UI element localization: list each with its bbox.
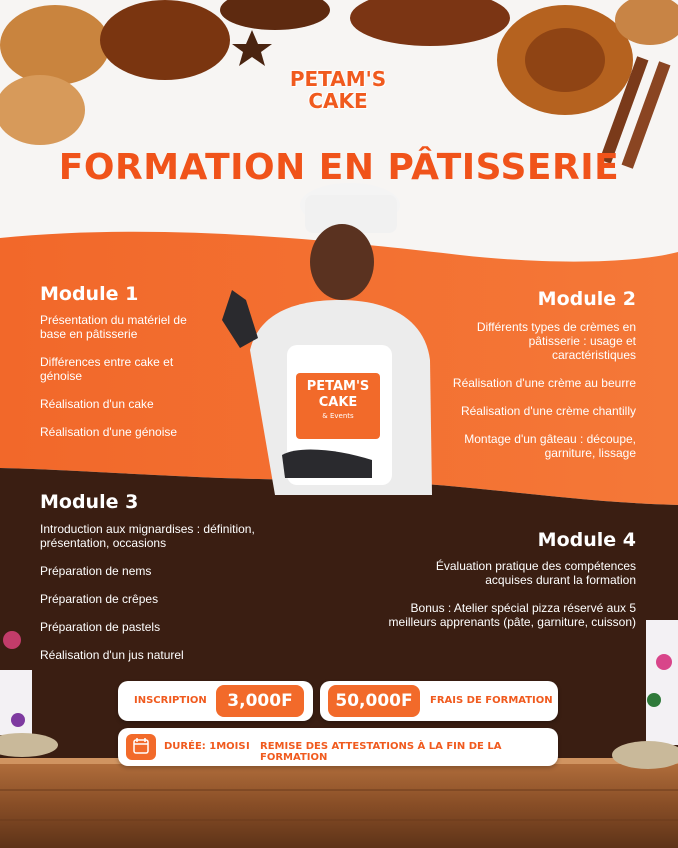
list-item: Préparation de crêpes — [40, 592, 159, 606]
list-item: Différents types de crèmes en pâtisserie : usage et caractéristiques — [476, 320, 636, 362]
apron-line2: CAKE — [318, 395, 358, 410]
inscription-label: INSCRIPTION — [134, 695, 207, 706]
module-3-list — [40, 522, 310, 676]
list-item: Préparation de nems — [40, 564, 152, 578]
formation-label: FRAIS DE FORMATION — [430, 695, 553, 706]
info-pill — [118, 728, 558, 766]
list-item: Préparation de pastels — [40, 620, 161, 634]
formation-fee-pill — [320, 681, 558, 721]
module-2-list — [451, 320, 636, 474]
calendar-icon — [126, 734, 156, 760]
apron-line1: PETAM'S — [306, 379, 370, 394]
list-item: Réalisation d'une crème chantilly — [460, 404, 636, 418]
list-item: Bonus : Atelier spécial pizza réservé aux 5 meilleurs apprenants (pâte, garniture, cuisson) — [388, 601, 636, 629]
list-item: Introduction aux mignardises : définition, présentation, occasions — [40, 522, 255, 550]
list-item: Réalisation d'une génoise — [40, 425, 178, 439]
list-item: Réalisation d'une crème au beurre — [452, 376, 636, 390]
module-4-list — [386, 559, 636, 643]
page-title: FORMATION EN PÂTISSERIE — [58, 147, 620, 188]
module-2-title: Module 2 — [537, 288, 636, 310]
apron-line3: & Events — [322, 412, 354, 420]
certificate-text: REMISE DES ATTESTATIONS À LA FIN DE LA FORMATION — [260, 741, 502, 763]
separator: I — [246, 741, 250, 752]
brand-logo — [283, 68, 393, 112]
brand-line2: CAKE — [308, 89, 368, 113]
list-item: Présentation du matériel de base en pâtisserie — [40, 313, 187, 341]
list-item: Différences entre cake et génoise — [40, 355, 174, 383]
apron-logo — [296, 373, 380, 439]
list-item: Montage d'un gâteau : découpe, garniture, lissage — [464, 432, 636, 460]
module-1-list — [40, 313, 215, 453]
module-4-title: Module 4 — [537, 529, 636, 551]
inscription-pill — [118, 681, 313, 721]
module-1-title: Module 1 — [40, 283, 139, 305]
formation-price: 50,000F — [328, 685, 420, 717]
brand-line1: PETAM'S — [289, 67, 387, 91]
list-item: Réalisation d'un cake — [40, 397, 154, 411]
list-item: Réalisation d'un jus naturel — [40, 648, 184, 662]
duration-text: DURÉE: 1MOIS — [164, 741, 246, 752]
inscription-price: 3,000F — [216, 685, 304, 717]
list-item: Évaluation pratique des compétences acquises durant la formation — [435, 559, 636, 587]
module-3-title: Module 3 — [40, 491, 139, 513]
